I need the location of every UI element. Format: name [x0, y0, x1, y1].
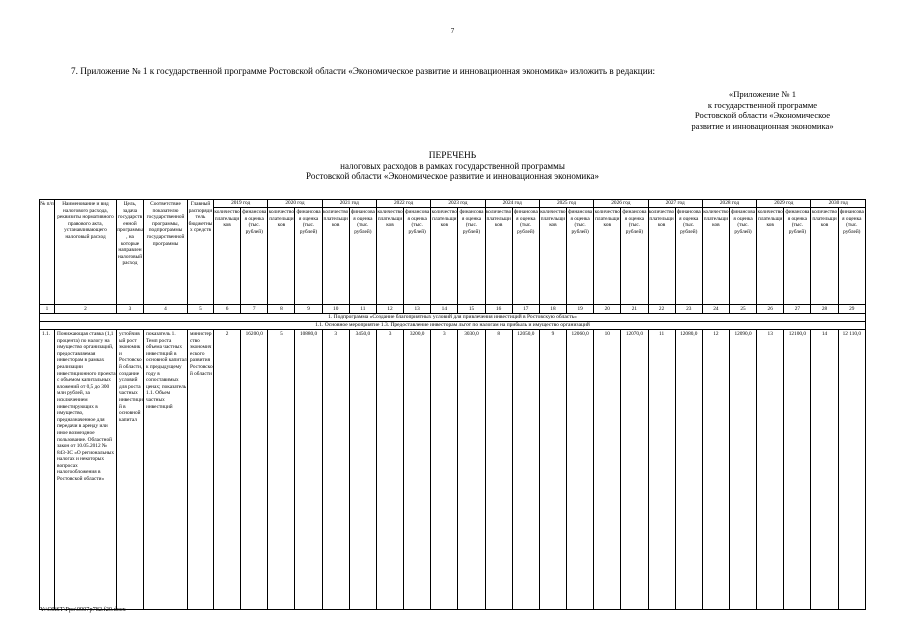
row-count-value: 8 — [485, 330, 512, 610]
column-number: 9 — [295, 305, 322, 314]
appendix-line-1: «Приложение № 1 — [728, 89, 797, 99]
header-year: 2020 год — [268, 200, 322, 208]
row-count-value: 12 — [702, 330, 729, 610]
row-count-value: 5 — [268, 330, 295, 610]
subheader-count: количество плательщиков — [485, 208, 512, 305]
subheader-count: количество плательщиков — [431, 208, 458, 305]
subheader-finance: финансовая оценка (тыс. рублей) — [675, 208, 702, 305]
row-count-value: 2 — [214, 330, 241, 610]
row-count-value: 13 — [757, 330, 784, 610]
header-year: 2027 год — [648, 200, 702, 208]
column-number: 13 — [404, 305, 431, 314]
column-number: 15 — [458, 305, 485, 314]
subheader-finance: финансовая оценка (тыс. рублей) — [621, 208, 648, 305]
column-number: 29 — [838, 305, 865, 314]
row-finance-value: 12050,0 — [512, 330, 539, 610]
column-number: 17 — [512, 305, 539, 314]
column-number: 20 — [594, 305, 621, 314]
header-year: 2029 год — [757, 200, 811, 208]
row-finance-value: 12090,0 — [729, 330, 756, 610]
column-number: 7 — [241, 305, 268, 314]
header-admin: Главный распорядитель бюджетных средств — [188, 200, 214, 305]
table-row — [40, 330, 866, 610]
column-number: 12 — [376, 305, 403, 314]
header-year: 2026 год — [594, 200, 648, 208]
subheader-finance: финансовая оценка (тыс. рублей) — [241, 208, 268, 305]
subheader-finance: финансовая оценка (тыс. рублей) — [784, 208, 811, 305]
column-number: 21 — [621, 305, 648, 314]
column-number: 28 — [811, 305, 838, 314]
column-number: 8 — [268, 305, 295, 314]
row-count-value: 14 — [811, 330, 838, 610]
column-number: 27 — [784, 305, 811, 314]
row-finance-value: 3030,0 — [458, 330, 485, 610]
intro-text: 7. Приложение № 1 к государственной программе Ростовской области «Экономическое развитие и инновационная экономика» изложить в редакции: — [71, 66, 656, 76]
column-number: 14 — [431, 305, 458, 314]
row-finance-value: 10880,0 — [295, 330, 322, 610]
page-number: 7 — [450, 27, 455, 35]
column-number: 24 — [702, 305, 729, 314]
appendix-line-4: развитие и инновационная экономика» — [691, 120, 834, 131]
row-finance-value: 3200,0 — [404, 330, 431, 610]
header-num: № п/п — [40, 200, 55, 305]
subheader-count: количество плательщиков — [702, 208, 729, 305]
row-count-value: 3 — [322, 330, 349, 610]
row-finance-value: 3450,0 — [349, 330, 376, 610]
row-finance-value: 12070,0 — [621, 330, 648, 610]
row-finance-value: 12100,0 — [784, 330, 811, 610]
subheader-finance: финансовая оценка (тыс. рублей) — [295, 208, 322, 305]
header-year: 2025 год — [539, 200, 593, 208]
header-year: 2023 год — [431, 200, 485, 208]
subheader-finance: финансовая оценка (тыс. рублей) — [729, 208, 756, 305]
file-path-footer: Y:\ORST\Ppo\0907p782.f20.docx — [40, 606, 126, 613]
subheader-count: количество плательщиков — [648, 208, 675, 305]
header-year: 2024 год — [485, 200, 539, 208]
subheader-finance: финансовая оценка (тыс. рублей) — [404, 208, 431, 305]
appendix-caption — [640, 89, 885, 131]
row-admin: министерство экономического развития Ростовской области — [188, 330, 214, 610]
row-count-value: 3 — [431, 330, 458, 610]
subheader-finance: финансовая оценка (тыс. рублей) — [512, 208, 539, 305]
column-number: 3 — [117, 305, 144, 314]
row-name: Понижающая ставка (1,1 процента) по налогу на имущество организаций, предоставляемая инвесторам в рамках реализации инвестиционного проекта с объемом капитальных вложений от 0,5 до 300 млн рублей, за исключением инвестирующих в имущество, предназначенное для передачи в аренду или иное возмездное пользование. Областной закон от 10.05.2012 № 843-ЗС «О региональных налогах и некоторых вопросах налогообложения в Ростовской области» — [55, 330, 117, 610]
header-year: 2022 год — [376, 200, 430, 208]
subheader-finance: финансовая оценка (тыс. рублей) — [838, 208, 865, 305]
column-number: 4 — [144, 305, 188, 314]
subheader-finance: финансовая оценка (тыс. рублей) — [458, 208, 485, 305]
header-year: 2021 год — [322, 200, 376, 208]
column-number: 23 — [675, 305, 702, 314]
row-finance-value: 12080,0 — [675, 330, 702, 610]
header-name: Наименование и вид налогового расхода, реквизиты нормативного правового акта, устанавливающего налоговый расход — [55, 200, 117, 305]
appendix-line-3: Ростовской области «Экономическое — [694, 110, 831, 120]
subheader-finance: финансовая оценка (тыс. рублей) — [349, 208, 376, 305]
appendix-line-2: к государственной программе — [707, 99, 818, 110]
column-number: 6 — [214, 305, 241, 314]
section-row — [40, 322, 866, 330]
row-count-value: 11 — [648, 330, 675, 610]
subheader-count: количество плательщиков — [268, 208, 295, 305]
column-number: 16 — [485, 305, 512, 314]
title-line-1: ПЕРЕЧЕНЬ — [428, 151, 477, 161]
subheader-count: количество плательщиков — [376, 208, 403, 305]
subprogram-title: 1. Подпрограмма «Создание благоприятных условий для привлечения инвестиций в Ростовскую область» — [40, 314, 866, 322]
row-finance-value: 16200,0 — [241, 330, 268, 610]
column-number: 26 — [757, 305, 784, 314]
title-line-2: налоговых расходов в рамках государственной программы — [340, 161, 565, 172]
subheader-count: количество плательщиков — [757, 208, 784, 305]
header-indicator: Соответствие показателю государственной программы, подпрограммы государственной программы — [144, 200, 188, 305]
column-number: 11 — [349, 305, 376, 314]
header-year: 2019 год — [214, 200, 268, 208]
row-num: 1.1. — [40, 330, 55, 610]
header-year: 2028 год — [702, 200, 756, 208]
subheader-count: количество плательщиков — [322, 208, 349, 305]
column-number: 22 — [648, 305, 675, 314]
header-row — [40, 200, 866, 208]
subheader-count: количество плательщиков — [214, 208, 241, 305]
column-number: 1 — [40, 305, 55, 314]
row-count-value: 10 — [594, 330, 621, 610]
row-finance-value: 12 110,0 — [838, 330, 865, 610]
row-count-value: 3 — [376, 330, 403, 610]
column-number: 10 — [322, 305, 349, 314]
subheader-count: количество плательщиков — [594, 208, 621, 305]
column-number: 2 — [55, 305, 117, 314]
tax-expenditure-table — [39, 199, 866, 610]
section-row — [40, 314, 866, 322]
document-title — [0, 151, 905, 182]
row-indicator: показатель 1. Темп роста объема частных инвестиций в основной капитал к предыдущему году в сопоставимых ценах; показатель 1.1. Объем частных инвестиций — [144, 330, 188, 610]
header-goal: Цель, задача государственной программы, на которые направлен налоговый расход — [117, 200, 144, 305]
column-number: 18 — [539, 305, 566, 314]
subheader-finance: финансовая оценка (тыс. рублей) — [567, 208, 594, 305]
subheader-count: количество плательщиков — [811, 208, 838, 305]
row-goal: устойчивый рост экономики Ростовской области, создание условий для роста частных инвестиций в основной капитал — [117, 330, 144, 610]
column-number: 19 — [567, 305, 594, 314]
row-finance-value: 12060,0 — [567, 330, 594, 610]
column-number: 25 — [729, 305, 756, 314]
title-line-3: Ростовской области «Экономическое развитие и инновационная экономика» — [306, 171, 599, 182]
column-number-row — [40, 305, 866, 314]
main-activity-title: 1.1. Основное мероприятие 1.3. Предоставление инвесторам льгот по налогам на прибыль и имущество организаций — [40, 322, 866, 330]
row-count-value: 9 — [539, 330, 566, 610]
column-number: 5 — [188, 305, 214, 314]
header-year: 2030 год — [811, 200, 866, 208]
subheader-count: количество плательщиков — [539, 208, 566, 305]
